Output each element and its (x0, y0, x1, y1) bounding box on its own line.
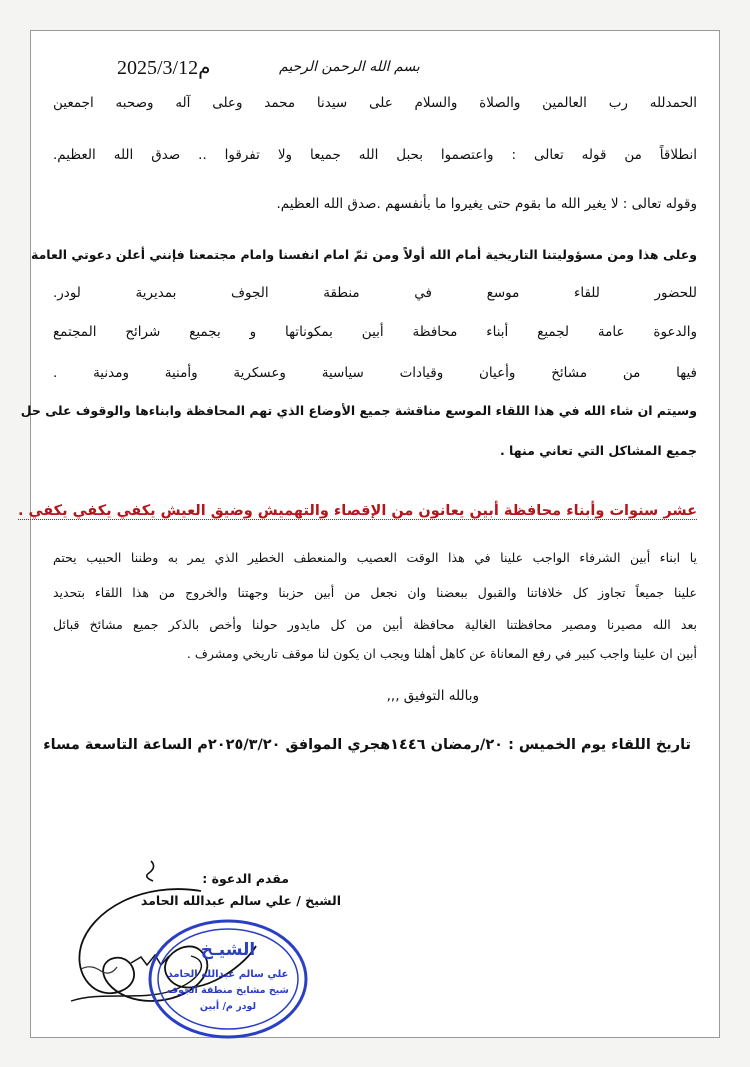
body-line: يا ابناء أبين الشرفاء الواجب علينا في هذا الوقت العصيب والمنعطف الخطير الذي يمر به وطننا الحبيب يحتم (53, 550, 697, 565)
body-line: علينا جميعاً تجاوز كل خلافاتنا والقبول ببعضنا وان نجعل من أبين حزبنا وجهتنا والخروج من هذا اللقاء بتحديد (53, 585, 697, 600)
body-line: أبين ان علينا واجب كبير في رفع المعاناة عن كاهل أهلنا ويجب ان يكون لنا موقف تاريخي ومشرف . (186, 646, 697, 661)
body-line: وعلى هذا ومن مسؤوليتنا التاريخية أمام الله أولاً ومن ثمّ امام انفسنا وامام مجتمعنا فإنني أعلن دعوتي العامة (30, 247, 697, 262)
closing: وبالله التوفيق ,,, (386, 688, 479, 704)
body-line: والدعوة عامة لجميع أبناء محافظة أبين بمكوناتها و بجميع شرائح المجتمع (53, 324, 697, 340)
body-line: بعد الله مصيرنا ومصير محافظتنا الغالية محافظة أبين من كل مايدور حولنا وأخص بالذكر جميع مشائخ قبائل (53, 617, 697, 632)
body-line: جميع المشاكل التي تعاني منها . (499, 443, 697, 458)
headline-text: عشر سنوات وأبناء محافظة أبين يعانون من الإقصاء والتهميش وضيق العيش يكفي يكفي يكفي . (18, 503, 697, 519)
stamp-line-1: علي سالم عبدالله الحامد (167, 969, 289, 980)
body-line: وسيتم ان شاء الله في هذا اللقاء الموسع مناقشة جميع الأوضاع الذي تهم المحافظة وابناءها والوقوف على حل (20, 403, 697, 418)
signature-name: الشيخ / علي سالم عبدالله الحامد (140, 893, 341, 908)
stamp-line-2: شيخ مشايخ منطقة الجوف (167, 985, 289, 996)
body-line: انطلاقاً من قوله تعالى : واعتصموا بحبل الله جميعا ولا تفرقوا .. صدق الله العظيم. (53, 147, 697, 163)
body-line: فيها من مشائخ وأعيان وقيادات سياسية وعسكرية وأمنية ومدنية . (53, 365, 697, 381)
stamp-line-3: لودر م/ أبين (199, 1001, 257, 1012)
body-line: وقوله تعالى : لا يغير الله ما بقوم حتى يغيروا ما بأنفسهم .صدق الله العظيم. (276, 196, 697, 212)
headline (18, 501, 697, 521)
body-line: الحمدلله رب العالمين والصلاة والسلام على سيدنا محمد وعلى آله وصحبه اجمعين (53, 95, 697, 111)
letter-date: 2025/3/12م (117, 57, 211, 79)
signature-label: مقدم الدعوة : (202, 871, 289, 886)
official-stamp (143, 911, 313, 1041)
meeting-date: تاريخ اللقاء يوم الخميس : ٢٠/رمضان ١٤٤٦هجري الموافق ٢٠٢٥/٣/٢٠م الساعة التاسعة مساء (43, 737, 691, 753)
stamp-title: الشيـخ (200, 940, 256, 960)
basmala: بسم الله الرحمن الرحيم (279, 59, 420, 75)
body-line: للحضور للقاء موسع في منطقة الجوف بمديرية لودر. (53, 285, 697, 301)
letter-page (18, 30, 720, 1038)
